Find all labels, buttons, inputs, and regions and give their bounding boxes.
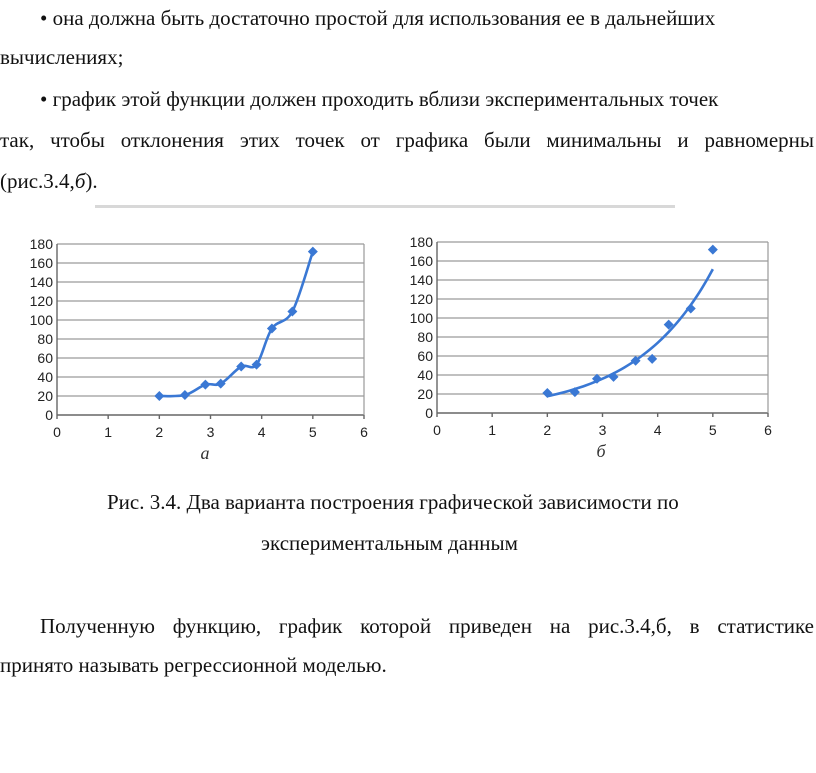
x-tick-label: 3 (598, 422, 607, 438)
y-tick-label: 40 (37, 369, 53, 385)
x-tick-label: 5 (308, 424, 317, 440)
x-tick-label: 5 (708, 422, 717, 438)
bullet2-line3 (0, 166, 98, 196)
y-tick-label: 140 (29, 274, 53, 290)
data-point-9 (708, 245, 718, 255)
y-tick-label: 100 (409, 310, 433, 326)
y-tick-label: 120 (409, 291, 433, 307)
x-tick-label: 0 (433, 422, 441, 438)
paragraph-line2: принято называть регрессионной моделью. (0, 653, 387, 677)
x-tick-label: 1 (104, 424, 113, 440)
figure-caption-line1: Рис. 3.4. Два варианта построения графической зависимости по (107, 490, 679, 514)
series-line (159, 252, 313, 397)
y-tick-label: 100 (29, 312, 53, 328)
chart-a (0, 225, 400, 465)
y-tick-label: 180 (29, 236, 53, 252)
x-tick-label: 3 (206, 424, 215, 440)
chart-b (395, 225, 795, 465)
data-point-6 (647, 354, 657, 364)
y-tick-label: 180 (409, 234, 433, 250)
y-tick-label: 140 (409, 272, 433, 288)
bullet1-line2: вычислениях; (0, 45, 124, 69)
x-tick-label: 4 (653, 422, 662, 438)
x-tick-label: 6 (360, 424, 368, 440)
x-tick-label: 2 (155, 424, 164, 440)
fig-ref-prefix: (рис.3.4, (0, 169, 75, 193)
x-tick-label: 4 (257, 424, 266, 440)
x-tick-label: 1 (488, 422, 497, 438)
subplot-label: б (596, 441, 606, 461)
fig-ref-italic: б (74, 169, 86, 193)
figure-caption-line2: экспериментальным данным (261, 531, 518, 555)
y-tick-label: 80 (37, 331, 53, 347)
fig-ref-suffix: ). (85, 169, 98, 193)
paragraph-line1: Полученную функцию, график которой приведен на рис.3.4,б, в статистике (40, 614, 814, 638)
subplot-label: а (200, 443, 210, 463)
y-tick-label: 60 (37, 350, 53, 366)
scan-artifact-line (95, 205, 675, 208)
x-tick-label: 2 (543, 422, 552, 438)
data-point-4 (609, 372, 619, 382)
x-tick-label: 0 (53, 424, 61, 440)
y-tick-label: 160 (409, 253, 433, 269)
y-tick-label: 0 (425, 405, 433, 421)
data-point-9 (308, 247, 318, 257)
y-tick-label: 20 (417, 386, 433, 402)
y-tick-label: 80 (417, 329, 433, 345)
y-tick-label: 120 (29, 293, 53, 309)
bullet1-line1: • она должна быть достаточно простой для использования ее в дальнейших (40, 6, 716, 30)
y-tick-label: 160 (29, 255, 53, 271)
x-tick-label: 6 (764, 422, 772, 438)
y-tick-label: 20 (37, 388, 53, 404)
data-point-3 (200, 380, 210, 390)
bullet2-line2: так, чтобы отклонения этих точек от графика были минимальны и равномерны (0, 128, 814, 152)
bullet2-line1: • график этой функции должен проходить вблизи экспериментальных точек (40, 87, 719, 111)
data-point-1 (154, 391, 164, 401)
y-tick-label: 0 (45, 407, 53, 423)
y-tick-label: 40 (417, 367, 433, 383)
trend-line (547, 269, 713, 396)
data-point-2 (180, 390, 190, 400)
y-tick-label: 60 (417, 348, 433, 364)
